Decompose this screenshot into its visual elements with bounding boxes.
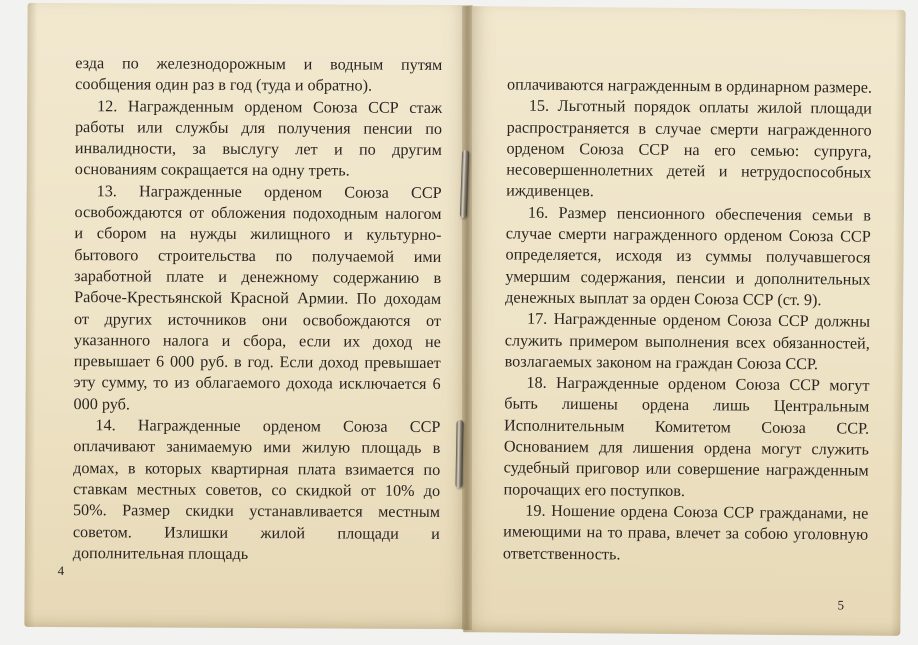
left-page-text <box>73 53 443 566</box>
right-page <box>463 6 905 636</box>
binding-gutter <box>462 6 472 630</box>
paragraph-15: 15. Льготный порядок оплаты жилой площади распространяется в случае смерти награжденного орденом Союза ССР на его семью: супруга, несовершеннолетних детей и нетрудоспособных иждивенцев. <box>506 96 872 201</box>
left-page-number: 4 <box>57 563 65 579</box>
left-page-edge-shade <box>24 3 37 627</box>
paragraph-12: 12. Награжденным орденом Союза ССР стаж работы или службы для получения пенсии по инвалидности, за выслугу лет и по другим основаниям сокращается на одну треть. <box>74 96 443 181</box>
paragraph-19: 19. Ношение ордена Союза ССР гражданами, не имеющими на то права, влечет за собою уголовную ответственность. <box>502 501 869 563</box>
paragraph-16: 16. Размер пенсионного обеспечения семьи в случае смерти награжденного орденом Союза ССР определяется, исходя из суммы получавшегося умершим содержания, пенсии и дополнительных денежных выплат за орден Союза ССР (ст. 9). <box>505 203 872 310</box>
staple-icon <box>455 420 463 488</box>
right-page-number: 5 <box>837 597 845 613</box>
paragraph-18: 18. Награжденные орденом Союза ССР могут быть лишены ордена лишь Центральным Исполнительным Комитетом Союза ССР. Основанием для лишения ордена могут служить судебный приговор или совершение награжденным порочащих его поступков. <box>503 373 870 500</box>
paragraph-continuation-14: оплачиваются награжденным в ординарном размере. <box>506 75 873 97</box>
left-page <box>24 3 472 629</box>
right-page-text <box>503 74 872 567</box>
paragraph-13: 13. Награжденные орденом Союза ССР освобождаются от обложения подоходным налогом и сбором на нужды жилищного и культурно-бытового строительства по получаемой ими заработной плате и денежному содержанию в Рабоче-Крестьянской Красной Армии. По доходам от других источников они освобождаются от указанного налога и сбора, если их доход не превышает 6 000 руб. в год. Если доход превышает эту сумму, то из облагаемого дохода исключается 6 000 руб. <box>73 181 442 414</box>
paragraph-17: 17. Награжденные орденом Союза ССР должны служить примером выполнения всех обязанностей, возлагаемых законом на граждан Союза ССР. <box>504 309 871 374</box>
paragraph-14: 14. Награжденные орденом Союза ССР оплачивают занимаемую ими жилую площадь в домах, в которых квартирная плата взимается по ставкам местных советов, со скидкой от 10% до 50%. Размер скидки устанавливается местным советом. Излишки жилой площади и дополнительная площадь <box>72 416 441 563</box>
paragraph-continuation: езда по железнодорожным и водным путям сообщения один раз в год (туда и обратно). <box>75 54 443 95</box>
right-page-edge-shade <box>890 10 905 636</box>
